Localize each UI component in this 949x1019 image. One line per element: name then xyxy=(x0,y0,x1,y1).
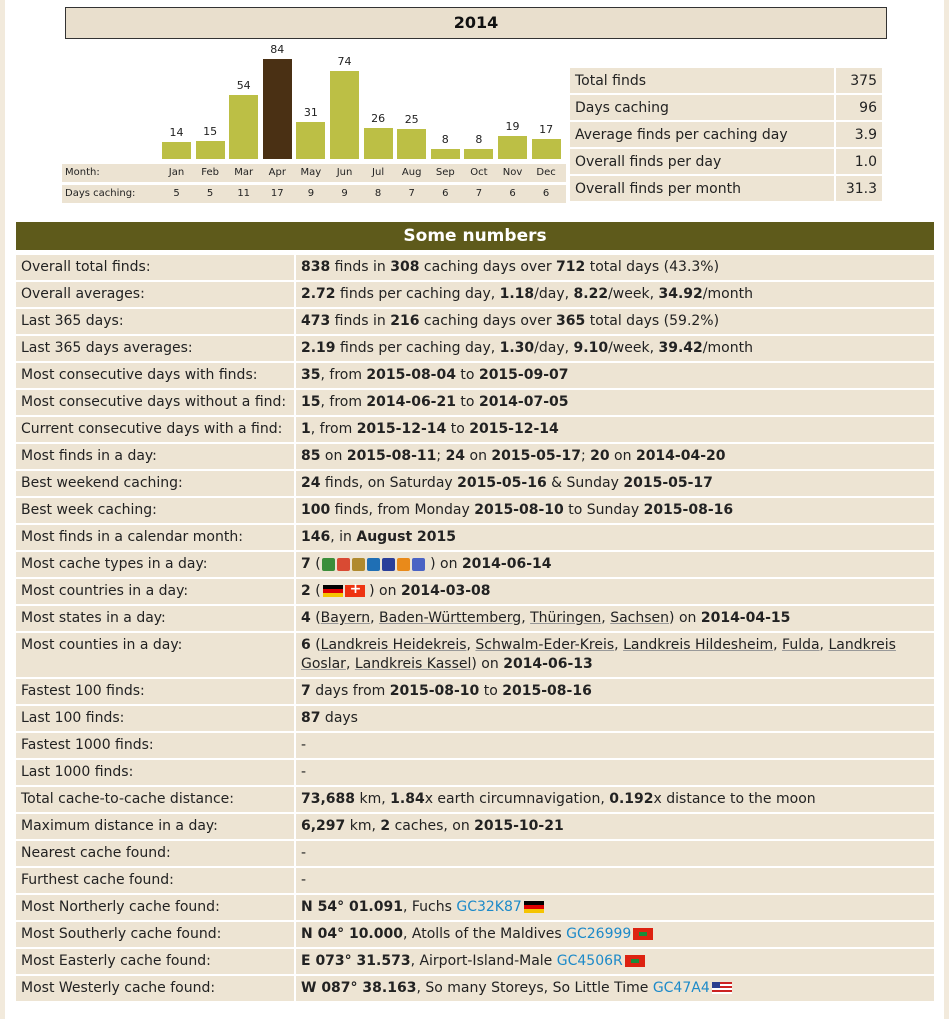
value-highlight: 2014-04-15 xyxy=(700,610,791,626)
value-text: , Fuchs xyxy=(402,899,457,915)
stat-row-value xyxy=(294,814,934,839)
stat-row xyxy=(16,471,934,496)
bar-value-label: 17 xyxy=(539,123,554,136)
stat-row-value xyxy=(294,390,934,415)
bar-aug xyxy=(397,129,426,159)
value-highlight: 2015-08-04 xyxy=(366,367,456,383)
stat-row xyxy=(16,679,934,704)
value-highlight: August 2015 xyxy=(356,529,457,545)
value-text: on xyxy=(609,448,636,464)
statistics-table xyxy=(16,253,934,1003)
value-text: to xyxy=(455,367,479,383)
value-highlight: 2015-12-14 xyxy=(356,421,447,437)
stat-value: 3.9 xyxy=(834,122,882,147)
stat-row xyxy=(16,255,934,280)
value-text: ( xyxy=(310,637,321,653)
stat-label: Days caching xyxy=(570,95,834,120)
stat-row-label: Most Northerly cache found: xyxy=(16,895,294,920)
value-highlight: 216 xyxy=(390,313,420,329)
value-highlight: 2014-03-08 xyxy=(400,583,491,599)
letterbox-cache-icon xyxy=(412,558,425,571)
value-highlight: 365 xyxy=(556,313,586,329)
value-text: to xyxy=(446,421,470,437)
stat-row xyxy=(16,922,934,947)
flag-ch-icon xyxy=(345,585,365,597)
cache-code-link[interactable]: GC4506R xyxy=(556,953,623,969)
days-caching-value: 5 xyxy=(206,188,214,199)
bar-value-label: 15 xyxy=(203,125,218,138)
value-highlight: 35 xyxy=(301,367,321,383)
bar-sep xyxy=(431,149,460,159)
stat-row xyxy=(16,841,934,866)
region-link[interactable]: Bayern xyxy=(320,610,371,626)
stat-row xyxy=(16,606,934,631)
stat-row xyxy=(16,552,934,577)
stat-row xyxy=(16,733,934,758)
year-stat-row xyxy=(570,176,882,201)
stat-row-label: Last 1000 finds: xyxy=(16,760,294,785)
bar-mar xyxy=(229,95,258,159)
month-label: Feb xyxy=(201,167,219,178)
region-link[interactable]: Schwalm-Eder-Kreis xyxy=(475,637,615,653)
month-label: Oct xyxy=(470,167,488,178)
stat-row-label: Nearest cache found: xyxy=(16,841,294,866)
bar-feb xyxy=(196,141,225,159)
value-highlight: 2.19 xyxy=(301,340,336,356)
value-highlight: 712 xyxy=(556,259,586,275)
stat-row-label: Overall total finds: xyxy=(16,255,294,280)
days-caching-value: 9 xyxy=(307,188,315,199)
bar-may xyxy=(296,122,325,159)
stat-row-value xyxy=(294,733,934,758)
flag-de-icon xyxy=(323,585,343,597)
stat-row xyxy=(16,336,934,361)
days-caching-value: 17 xyxy=(270,188,284,199)
stat-row-label: Most counties in a day: xyxy=(16,633,294,677)
stat-row-value xyxy=(294,336,934,361)
flag-us-icon xyxy=(712,982,732,994)
stat-row-label: Overall averages: xyxy=(16,282,294,307)
stat-label: Overall finds per day xyxy=(570,149,834,174)
value-highlight: 2015-08-10 xyxy=(389,683,480,699)
stat-row-value xyxy=(294,922,934,947)
stat-row xyxy=(16,760,934,785)
month-label: Apr xyxy=(268,167,286,178)
days-caching-value: 6 xyxy=(542,188,550,199)
value-highlight: 2015-08-16 xyxy=(643,502,734,518)
stat-row-label: Last 365 days averages: xyxy=(16,336,294,361)
year-stats-table xyxy=(570,66,882,203)
value-text: & Sunday xyxy=(546,475,624,491)
stat-row-label: Best week caching: xyxy=(16,498,294,523)
stat-row-value xyxy=(294,606,934,631)
value-highlight: 7 xyxy=(301,556,311,572)
value-text: ) on xyxy=(425,556,462,572)
stat-label: Average finds per caching day xyxy=(570,122,834,147)
region-link[interactable]: Landkreis Heidekreis xyxy=(320,637,467,653)
value-text: , So many Storeys, So Little Time xyxy=(416,980,653,996)
stat-row-value xyxy=(294,309,934,334)
days-caching-value: 9 xyxy=(341,188,348,199)
value-text: , Airport-Island-Male xyxy=(410,953,557,969)
days-caching-value: 6 xyxy=(442,188,449,199)
bar-value-label: 31 xyxy=(303,106,318,119)
value-highlight: 146 xyxy=(301,529,331,545)
stat-row-value xyxy=(294,787,934,812)
value-highlight: 6 xyxy=(301,637,311,653)
stat-row xyxy=(16,976,934,1001)
value-text: , xyxy=(521,610,531,626)
event-cache-icon xyxy=(337,558,350,571)
value-text: /week, xyxy=(608,286,659,302)
value-text: , xyxy=(370,610,380,626)
value-text: to xyxy=(479,683,503,699)
stat-row-value xyxy=(294,949,934,974)
stat-row-value xyxy=(294,841,934,866)
value-text: , in xyxy=(330,529,357,545)
value-text: , xyxy=(773,637,783,653)
stat-row-label: Maximum distance in a day: xyxy=(16,814,294,839)
bar-value-label: 54 xyxy=(236,79,251,92)
value-highlight: 4 xyxy=(301,610,311,626)
region-link[interactable]: Fulda xyxy=(782,637,820,653)
value-highlight: 15 xyxy=(301,394,321,410)
month-label: Jul xyxy=(372,167,385,178)
value-text: /month xyxy=(702,286,753,302)
value-text: finds per caching day, xyxy=(335,340,500,356)
value-highlight: 838 xyxy=(301,259,331,275)
flag-mv-icon xyxy=(633,928,653,940)
stat-row xyxy=(16,787,934,812)
cache-code-link[interactable]: GC47A4 xyxy=(652,980,710,996)
year-stat-row xyxy=(570,68,882,93)
value-text: /day, xyxy=(534,286,574,302)
value-highlight: 2015-12-14 xyxy=(469,421,559,437)
value-text: , from xyxy=(310,421,357,437)
stat-row-value xyxy=(294,498,934,523)
value-highlight: 34.92 xyxy=(658,286,703,302)
value-highlight: 24 xyxy=(301,475,321,491)
bar-value-label: 26 xyxy=(371,112,386,125)
cache-code-link[interactable]: GC32K87 xyxy=(456,899,522,915)
value-highlight: 2014-06-14 xyxy=(461,556,552,572)
bar-jan xyxy=(162,142,191,159)
month-label: Mar xyxy=(234,167,254,178)
year-stat-row xyxy=(570,95,882,120)
value-highlight: 8.22 xyxy=(573,286,609,302)
value-highlight: 87 xyxy=(301,710,321,726)
region-link[interactable]: Landkreis Hildesheim xyxy=(623,637,774,653)
value-text: total days (43.3%) xyxy=(585,259,720,275)
bar-jun xyxy=(330,71,359,159)
value-text: finds, from Monday xyxy=(330,502,475,518)
month-label: Sep xyxy=(435,167,455,178)
value-text: to Sunday xyxy=(563,502,644,518)
value-text: caches, on xyxy=(390,818,475,834)
stat-row-value xyxy=(294,868,934,893)
stat-row xyxy=(16,868,934,893)
bar-dec xyxy=(532,139,561,159)
value-highlight: 2 xyxy=(301,583,311,599)
value-text: ( xyxy=(310,610,321,626)
value-highlight: 20 xyxy=(590,448,610,464)
region-link[interactable]: Baden-Württemberg xyxy=(379,610,522,626)
stat-row-label: Most consecutive days without a find: xyxy=(16,390,294,415)
value-highlight: 2015-09-07 xyxy=(478,367,569,383)
stat-row-label: Most finds in a calendar month: xyxy=(16,525,294,550)
region-link[interactable]: Landkreis Kassel xyxy=(354,656,472,672)
stat-row-label: Last 100 finds: xyxy=(16,706,294,731)
month-label: Nov xyxy=(502,167,523,178)
bar-oct xyxy=(464,149,493,159)
value-text: , xyxy=(614,637,624,653)
stat-value: 96 xyxy=(834,95,882,120)
value-highlight: 1.84 xyxy=(390,791,425,807)
stat-row-value xyxy=(294,255,934,280)
value-highlight: 7 xyxy=(301,683,311,699)
value-highlight: 0.192 xyxy=(609,791,654,807)
cache-code-link[interactable]: GC26999 xyxy=(566,926,632,942)
stat-row-label: Most consecutive days with finds: xyxy=(16,363,294,388)
value-text: - xyxy=(301,737,307,753)
value-highlight: E 073° 31.573 xyxy=(301,953,411,969)
value-highlight: 1.30 xyxy=(499,340,535,356)
value-text: /day, xyxy=(534,340,574,356)
stat-row xyxy=(16,282,934,307)
earthcache-icon xyxy=(352,558,365,571)
value-highlight: N 04° 10.000 xyxy=(301,926,403,942)
value-text: caching days over xyxy=(419,259,557,275)
value-highlight: 2015-08-10 xyxy=(474,502,564,518)
value-text: , xyxy=(601,610,611,626)
days-caching-value: 6 xyxy=(509,188,516,199)
days-row-label: Days caching: xyxy=(65,188,136,199)
value-highlight: 2014-06-13 xyxy=(503,656,593,672)
region-link[interactable]: Sachsen xyxy=(610,610,670,626)
value-highlight: 2 xyxy=(380,818,391,834)
value-text: caching days over xyxy=(419,313,557,329)
stat-row xyxy=(16,579,934,604)
stat-row-label: Current consecutive days with a find: xyxy=(16,417,294,442)
stat-row xyxy=(16,363,934,388)
stat-row-value xyxy=(294,633,934,677)
days-caching-value: 11 xyxy=(237,188,251,199)
bar-value-label: 74 xyxy=(337,55,352,68)
value-highlight: 2014-04-20 xyxy=(635,448,726,464)
value-text: - xyxy=(301,845,307,861)
year-stat-row xyxy=(570,122,882,147)
stat-row xyxy=(16,633,934,677)
value-text: /week, xyxy=(608,340,659,356)
days-caching-value: 5 xyxy=(173,188,180,199)
stat-row-label: Most Westerly cache found: xyxy=(16,976,294,1001)
value-highlight: 24 xyxy=(445,448,466,464)
value-text: total days (59.2%) xyxy=(585,313,720,329)
value-highlight: 85 xyxy=(301,448,321,464)
stat-row xyxy=(16,390,934,415)
value-text: - xyxy=(301,872,307,888)
stat-row-value xyxy=(294,760,934,785)
value-highlight: 1 xyxy=(301,421,311,437)
value-highlight: 2015-05-17 xyxy=(491,448,581,464)
value-text: x earth circumnavigation, xyxy=(424,791,610,807)
stat-row-value xyxy=(294,363,934,388)
value-text: finds in xyxy=(330,313,391,329)
stat-value: 31.3 xyxy=(834,176,882,201)
mystery-cache-icon xyxy=(382,558,395,571)
stat-row-value xyxy=(294,679,934,704)
stat-row xyxy=(16,814,934,839)
value-highlight: 100 xyxy=(301,502,331,518)
stat-row-value xyxy=(294,579,934,604)
stat-label: Total finds xyxy=(570,68,834,93)
value-text: - xyxy=(301,764,307,780)
stat-row-label: Last 365 days: xyxy=(16,309,294,334)
year-title: 2014 xyxy=(65,7,887,39)
stat-row-label: Best weekend caching: xyxy=(16,471,294,496)
year-stat-row xyxy=(570,149,882,174)
value-text: ( xyxy=(310,583,321,599)
stat-row xyxy=(16,417,934,442)
stat-row xyxy=(16,309,934,334)
value-text: x distance to the moon xyxy=(653,791,816,807)
value-highlight: W 087° 38.163 xyxy=(301,980,417,996)
value-highlight: 2014-06-21 xyxy=(366,394,456,410)
stat-row-label: Total cache-to-cache distance: xyxy=(16,787,294,812)
value-highlight: 9.10 xyxy=(573,340,609,356)
bar-apr xyxy=(263,59,292,159)
days-caching-value: 8 xyxy=(374,188,382,199)
stat-row-label: Most Easterly cache found: xyxy=(16,949,294,974)
stat-row-label: Most countries in a day: xyxy=(16,579,294,604)
bar-value-label: 14 xyxy=(169,126,184,139)
stat-row-label: Most Southerly cache found: xyxy=(16,922,294,947)
stat-row-value xyxy=(294,444,934,469)
stat-row-value xyxy=(294,525,934,550)
bar-value-label: 8 xyxy=(475,133,483,146)
value-text: to xyxy=(455,394,479,410)
value-text: /month xyxy=(702,340,753,356)
days-caching-value: 7 xyxy=(475,188,483,199)
value-text: , from xyxy=(320,367,367,383)
value-highlight: 473 xyxy=(301,313,331,329)
value-text: ) on xyxy=(471,656,504,672)
bar-value-label: 84 xyxy=(270,43,285,56)
value-highlight: 2015-08-16 xyxy=(502,683,592,699)
stat-row-value xyxy=(294,895,934,920)
value-highlight: 2015-05-16 xyxy=(457,475,547,491)
value-text: ) on xyxy=(364,583,401,599)
month-row-label: Month: xyxy=(65,167,100,178)
value-highlight: 2015-05-17 xyxy=(623,475,713,491)
value-text: km, xyxy=(345,818,381,834)
stat-label: Overall finds per month xyxy=(570,176,834,201)
value-highlight: 2014-07-05 xyxy=(478,394,569,410)
value-text: ( xyxy=(310,556,321,572)
value-text: days from xyxy=(310,683,390,699)
some-numbers-header: Some numbers xyxy=(16,222,934,250)
bar-jul xyxy=(364,128,393,159)
bar-nov xyxy=(498,136,527,159)
value-highlight: 6,297 xyxy=(301,818,346,834)
stat-row-value xyxy=(294,417,934,442)
bar-value-label: 19 xyxy=(505,120,520,133)
region-link[interactable]: Landkreis Goslar xyxy=(301,637,896,672)
value-highlight: 39.42 xyxy=(658,340,703,356)
region-link[interactable]: Thüringen xyxy=(530,610,602,626)
month-label: May xyxy=(300,167,322,178)
traditional-cache-icon xyxy=(322,558,335,571)
wherigo-cache-icon xyxy=(397,558,410,571)
stat-row-value xyxy=(294,471,934,496)
stat-row-label: Fastest 1000 finds: xyxy=(16,733,294,758)
stat-row xyxy=(16,498,934,523)
value-text: on xyxy=(320,448,347,464)
value-text: ; xyxy=(436,448,446,464)
month-label: Jun xyxy=(336,167,353,178)
flag-de-icon xyxy=(524,901,544,913)
month-label: Dec xyxy=(536,167,556,178)
stat-row xyxy=(16,895,934,920)
value-text: finds, on Saturday xyxy=(320,475,458,491)
value-text: on xyxy=(465,448,492,464)
month-label: Aug xyxy=(401,167,422,178)
value-text: finds per caching day, xyxy=(335,286,500,302)
value-text: , from xyxy=(320,394,367,410)
stat-row-label: Most finds in a day: xyxy=(16,444,294,469)
stat-row-value xyxy=(294,976,934,1001)
webcam-cache-icon xyxy=(367,558,380,571)
bar-value-label: 8 xyxy=(441,133,449,146)
value-text: km, xyxy=(355,791,391,807)
value-text: ) on xyxy=(669,610,701,626)
value-highlight: 2.72 xyxy=(301,286,336,302)
value-text: finds in xyxy=(330,259,391,275)
value-highlight: 2015-08-11 xyxy=(346,448,437,464)
flag-mv-icon xyxy=(625,955,645,967)
bar-value-label: 25 xyxy=(404,113,419,126)
monthly-finds-chart xyxy=(62,40,566,205)
value-highlight: 1.18 xyxy=(499,286,535,302)
days-caching-value: 7 xyxy=(408,188,415,199)
value-text: , xyxy=(466,637,476,653)
stat-row-value xyxy=(294,552,934,577)
value-text: ; xyxy=(580,448,591,464)
value-highlight: 308 xyxy=(390,259,420,275)
stat-row xyxy=(16,444,934,469)
stat-row-label: Most cache types in a day: xyxy=(16,552,294,577)
stat-row-label: Furthest cache found: xyxy=(16,868,294,893)
stat-row xyxy=(16,525,934,550)
stat-row-label: Most states in a day: xyxy=(16,606,294,631)
stat-row xyxy=(16,949,934,974)
stat-value: 375 xyxy=(834,68,882,93)
value-highlight: 2015-10-21 xyxy=(474,818,564,834)
stat-row-value xyxy=(294,282,934,307)
month-label: Jan xyxy=(168,167,185,178)
stat-row xyxy=(16,706,934,731)
value-text: , Atolls of the Maldives xyxy=(402,926,567,942)
value-text: days xyxy=(320,710,358,726)
value-highlight: 73,688 xyxy=(301,791,356,807)
stat-row-value xyxy=(294,706,934,731)
value-highlight: N 54° 01.091 xyxy=(301,899,403,915)
stat-value: 1.0 xyxy=(834,149,882,174)
value-text: , xyxy=(819,637,829,653)
stat-row-label: Fastest 100 finds: xyxy=(16,679,294,704)
value-text: , xyxy=(345,656,355,672)
